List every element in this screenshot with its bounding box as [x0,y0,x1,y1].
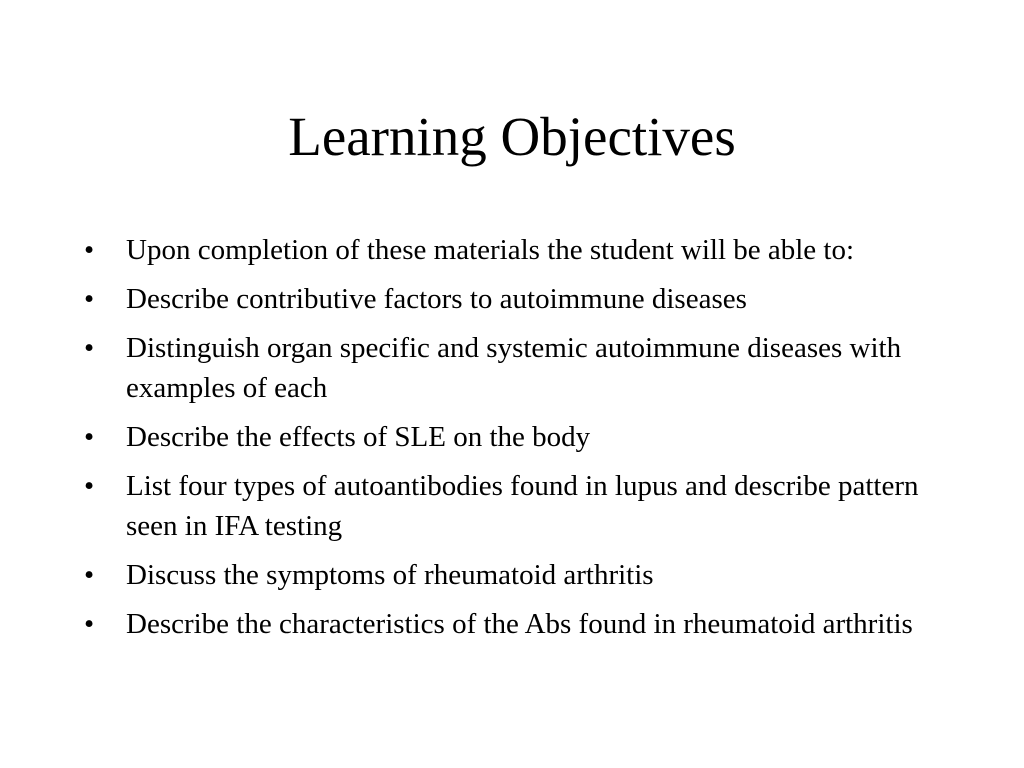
list-item [84,555,954,595]
objectives-list [84,230,954,653]
list-item [84,417,954,457]
list-item-text: Discuss the symptoms of rheumatoid arthritis [126,559,654,591]
list-item-text: Distinguish organ specific and systemic autoimmune diseases with examples of each [126,332,902,404]
list-item-text: List four types of autoantibodies found in lupus and describe pattern seen in IFA testing [126,470,919,542]
bullet-icon: • [84,421,95,453]
bullet-icon: • [84,332,95,364]
list-item-text: Describe the characteristics of the Abs found in rheumatoid arthritis [126,608,913,640]
list-item [84,466,954,546]
list-item-text: Describe the effects of SLE on the body [126,421,591,453]
list-item [84,604,954,644]
list-item [84,230,954,270]
bullet-icon: • [84,559,95,591]
list-item [84,328,954,408]
list-item-text: Upon completion of these materials the student will be able to: [126,234,855,266]
bullet-icon: • [84,234,95,266]
slide-title: Learning Objectives [288,106,736,167]
bullet-icon: • [84,283,95,315]
bullet-icon: • [84,608,95,640]
list-item-text: Describe contributive factors to autoimmune diseases [126,283,747,315]
list-item [84,279,954,319]
bullet-icon: • [84,470,95,502]
